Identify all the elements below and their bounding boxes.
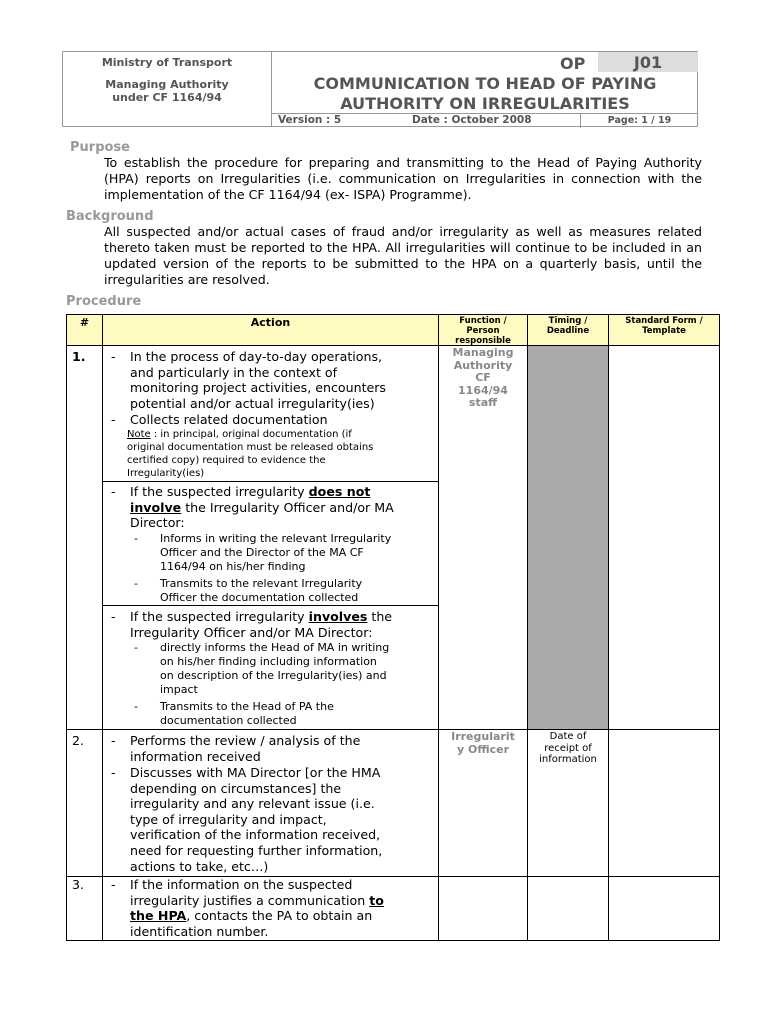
row-1-action-1: In the process of day-to-day operations, and particularly in the context of monitoring project activities, encounters potential and/or actual irregularity(ies)	[130, 349, 386, 411]
row-2-timing: Date of receipt of information	[539, 731, 597, 765]
document-title	[273, 74, 697, 114]
bullet-dash: -	[111, 877, 116, 892]
note-label: Note	[127, 429, 151, 440]
bullet-dash: -	[111, 349, 116, 364]
purpose-heading: Purpose	[70, 140, 130, 155]
bullet-dash: -	[134, 700, 138, 713]
title-line-1: COMMUNICATION TO HEAD OF PAYING	[313, 74, 657, 93]
timing-shaded-cell	[528, 346, 608, 729]
date-label: Date : October 2008	[412, 114, 532, 126]
bullet-dash: -	[111, 733, 116, 748]
header-meta-row	[272, 113, 698, 128]
row-1-function: Managing Authority CF 1164/94 staff	[452, 346, 514, 409]
row-1-number: 1.	[72, 349, 86, 364]
bullet-dash: -	[134, 641, 138, 654]
row-1-sub-1-b: Transmits to the relevant Irregularity Officer the documentation collected	[160, 577, 363, 604]
row-3-number: 3.	[72, 877, 85, 892]
row-1-action-2: Collects related documentation	[130, 412, 328, 427]
row-3-action: If the information on the suspected irregularity justifies a communication to the HPA, contacts the PA to obtain an identification number.	[130, 877, 384, 939]
bullet-dash: -	[111, 609, 116, 624]
row-2-action-1: Performs the review / analysis of the information received	[130, 733, 361, 764]
purpose-text: To establish the procedure for preparing and transmitting to the Head of Paying Authority (HPA) reports on Irregularities (i.e. communication on Irregularities in connection with the implementation of the CF 1164/94 (ex- ISPA) Programme).	[104, 155, 702, 202]
row-1-sub-1: If the suspected irregularity does not involve the Irregularity Officer and/or MA Director:	[130, 484, 394, 531]
col-header-timing: Timing / Deadline	[546, 316, 590, 336]
bullet-dash: -	[111, 412, 116, 427]
bullet-dash: -	[111, 484, 116, 499]
bullet-dash: -	[134, 532, 138, 545]
background-heading: Background	[66, 209, 154, 224]
row-1-sub-2-b: Transmits to the Head of PA the documentation collected	[160, 700, 334, 727]
page-label: Page: 1 / 19	[580, 113, 698, 128]
procedure-heading: Procedure	[66, 294, 142, 309]
managing-authority: Managing Authority under CF 1164/94	[105, 78, 229, 104]
document-header	[62, 51, 698, 127]
header-authority-block	[63, 52, 272, 126]
row-2-action-2: Discusses with MA Director [or the HMA depending on circumstances] the irregularity and any relevant issue (i.e. type of irregularity and impact, verification of the information received, need for requesting further information, actions to take, etc…)	[130, 765, 383, 874]
bullet-dash: -	[111, 765, 116, 780]
bullet-dash: -	[134, 577, 138, 590]
row-1-sub-2-a: directly informs the Head of MA in writing on his/her finding including information on description of the Irregularity(ies) and impact	[160, 641, 390, 696]
col-header-action: Action	[250, 316, 291, 329]
row-2-function: Irregularit y Officer	[451, 730, 515, 756]
row-2-number: 2.	[72, 733, 85, 748]
row-1-note: Note : in principal, original documentation (if original documentation must be released obtains certified copy) required to evidence the Irregularity(ies)	[127, 429, 374, 479]
col-header-function: Function / Person responsible	[455, 316, 511, 346]
row-1-sub-1-a: Informs in writing the relevant Irregularity Officer and the Director of the MA CF 1164/94 on his/her finding	[160, 532, 392, 573]
row-1-sub-2: If the suspected irregularity involves the Irregularity Officer and/or MA Director:	[130, 609, 393, 640]
op-label: OP	[560, 54, 586, 73]
procedure-code: J01	[598, 52, 698, 72]
title-line-2: AUTHORITY ON IRREGULARITIES	[340, 94, 630, 113]
background-text: All suspected and/or actual cases of fraud and/or irregularity as well as measures related thereto taken must be reported to the HPA. All irregularities will continue to be included in an updated version of the reports to be submitted to the HPA on a quarterly basis, until the irregularities are resolved.	[104, 224, 702, 287]
col-header-num: #	[79, 316, 90, 329]
col-header-form: Standard Form / Template	[625, 316, 703, 336]
version-label: Version : 5	[278, 114, 342, 126]
ministry-name: Ministry of Transport	[101, 56, 233, 69]
